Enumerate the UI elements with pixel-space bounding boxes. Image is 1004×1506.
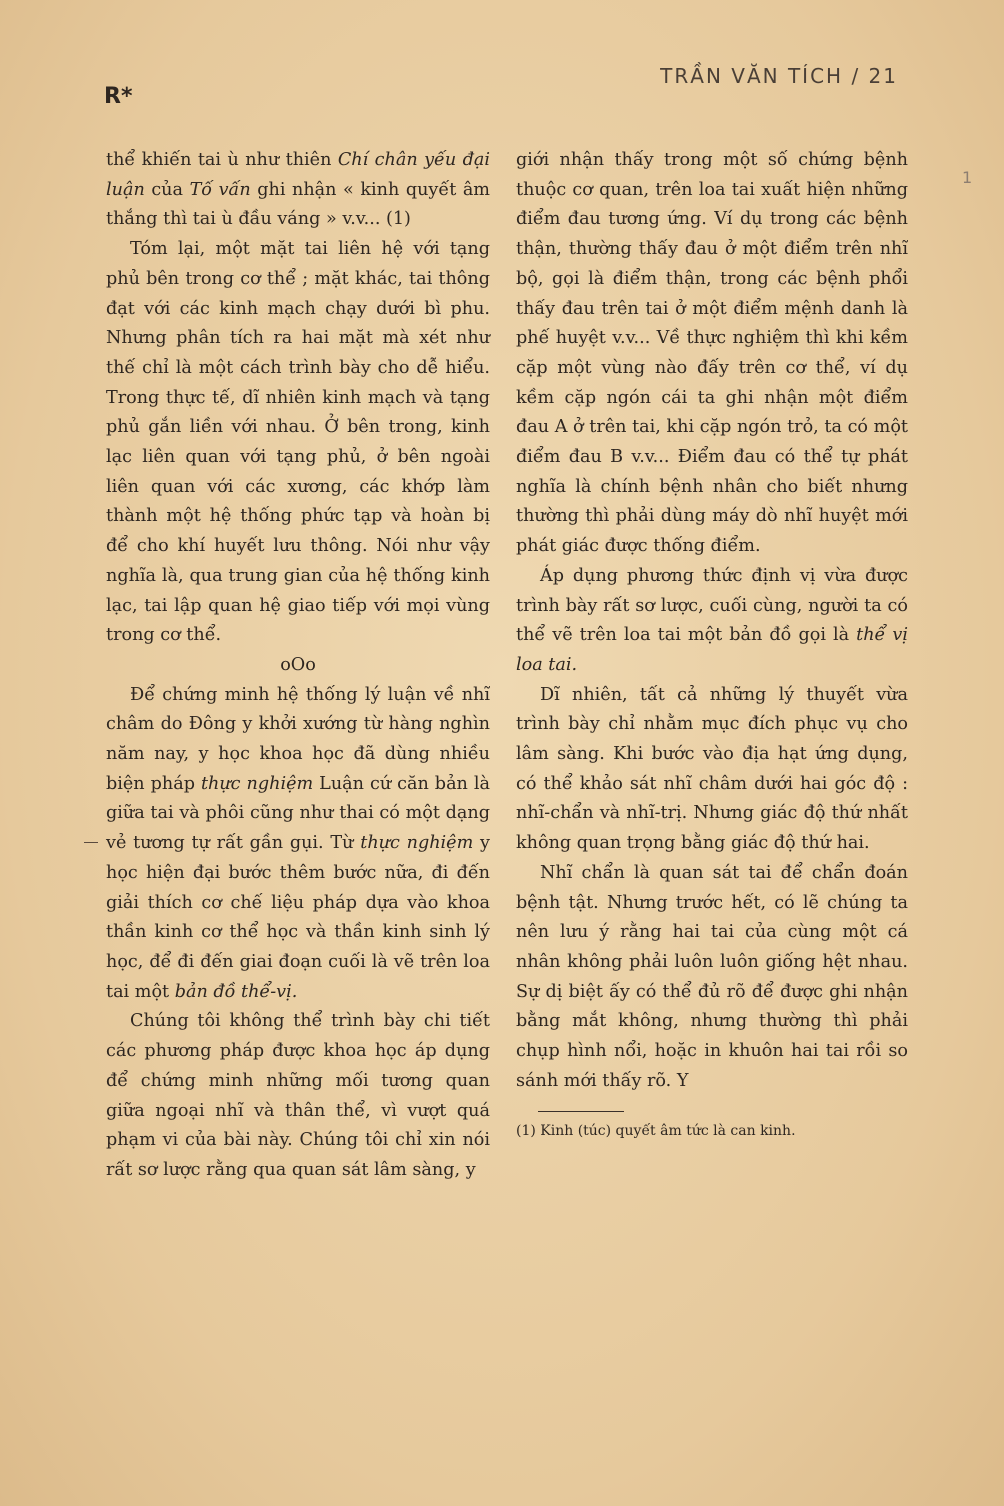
left-column	[106, 146, 490, 1186]
printer-mark: R*	[104, 84, 133, 109]
section-separator: oOo	[280, 654, 316, 675]
pencil-mark: 1	[962, 168, 973, 187]
right-column	[516, 146, 908, 1142]
paragraph: Chúng tôi không thể trình bày chi tiết các phương pháp được khoa học áp dụng để chứng minh những mối tương quan giữa ngoại nhĩ và thân thể, vì vượt quá phạm vi của bài này. Chúng tôi chỉ xin nói rất sơ lược rằng qua quan sát lâm sàng, y	[106, 1011, 490, 1180]
paragraph: thể khiến tai ù như thiên Chí chân yếu đại luận của Tố vấn ghi nhận « kinh quyết âm thắng thì tai ù đầu váng » v.v... (1)	[106, 150, 490, 230]
paragraph: Tóm lại, một mặt tai liên hệ với tạng phủ bên trong cơ thể ; mặt khác, tai thông đạt với các kinh mạch chạy dưới bì phu. Nhưng phân tích ra hai mặt mà xét như thế chỉ là một cách trình bày cho dễ hiểu. Trong thực tế, dĩ nhiên kinh mạch và tạng phủ gắn liền với nhau. Ở bên trong, kinh lạc liên quan với tạng phủ, ở bên ngoài liên quan với các xương, các khớp làm thành một hệ thống phức tạp và hoàn bị để cho khí huyết lưu thông. Nói như vậy nghĩa là, qua trung gian của hệ thống kinh lạc, tai lập quan hệ giao tiếp với mọi vùng trong cơ thể.	[106, 239, 490, 646]
paragraph: giới nhận thấy trong một số chứng bệnh thuộc cơ quan, trên loa tai xuất hiện những điểm đau tương ứng. Ví dụ trong các bệnh thận, thường thấy đau ở một điểm trên nhĩ bộ, gọi là điểm thận, trong các bệnh phổi thấy đau trên tai ở một điểm mệnh danh là phế huyệt v.v... Về thực nghiệm thì khi kềm cặp một vùng nào đấy trên cơ thể, ví dụ kềm cặp ngón cái ta ghi nhận một điểm đau A ở trên tai, khi cặp ngón trỏ, ta có một điểm đau B v.v... Điểm đau có thể tự phát nghĩa là chính bệnh nhân cho biết nhưng thường thì phải dùng máy dò nhĩ huyệt mới phát giác được thống điểm.	[516, 150, 908, 557]
paragraph: Áp dụng phương thức định vị vừa được trình bày rất sơ lược, cuối cùng, người ta có thể vẽ trên loa tai một bản đồ gọi là thể vị loa tai.	[516, 565, 908, 675]
footnote: (1) Kinh (túc) quyết âm tức là can kinh.	[516, 1122, 796, 1139]
paragraph: Dĩ nhiên, tất cả những lý thuyết vừa trình bày chỉ nhằm mục đích phục vụ cho lâm sàng. Khi bước vào địa hạt ứng dụng, có thể khảo sát nhĩ châm dưới hai góc độ : nhĩ-chẩn và nhĩ-trị. Nhưng giác độ thứ nhất không quan trọng bằng giác độ thứ hai.	[516, 684, 908, 854]
footnote-rule	[538, 1111, 624, 1112]
running-head: TRẦN VĂN TÍCH / 21	[660, 64, 898, 88]
paragraph: Nhĩ chẩn là quan sát tai để chẩn đoán bệnh tật. Nhưng trước hết, có lẽ chúng ta nên lưu ý rằng hai tai của cùng một cá nhân không phải luôn luôn giống hệt nhau. Sự dị biệt ấy có thể đủ rõ để được ghi nhận bằng mắt không, nhưng thường thì phải chụp hình nổi, hoặc in khuôn hai tai rồi so sánh mới thấy rõ. Y	[516, 862, 908, 1091]
margin-pencil-dash	[84, 842, 98, 843]
paragraph: Để chứng minh hệ thống lý luận về nhĩ châm do Đông y khởi xướng từ hàng nghìn năm nay, y học khoa học đã dùng nhiều biện pháp thực nghiệm Luận cứ căn bản là giữa tai và phôi cũng như thai có một dạng vẻ tương tự rất gần gụi. Từ thực nghiệm y học hiện đại bước thêm bước nữa, đi đến giải thích cơ chế liệu pháp dựa vào khoa thần kinh cơ thể học và thần kinh sinh lý học, để đi đến giai đoạn cuối là vẽ trên loa tai một bản đồ thể-vị.	[106, 684, 490, 1002]
